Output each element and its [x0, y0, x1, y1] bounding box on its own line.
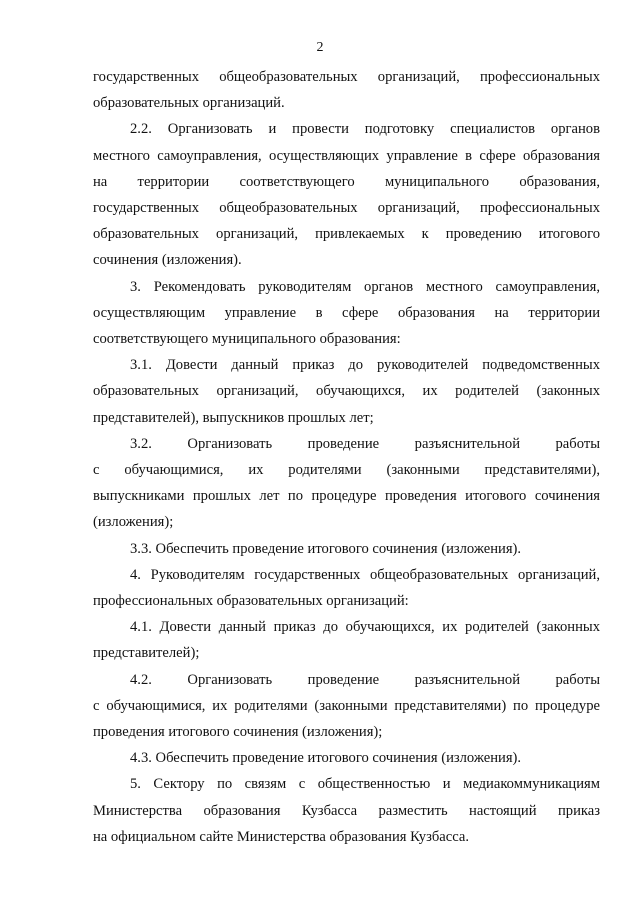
paragraph-3-2 — [93, 431, 600, 536]
text-line: 3.1. Довести данный приказ до руководителей подведомственных — [130, 357, 600, 374]
text-line: выпускниками прошлых лет по процедуре проведения итогового сочинения — [93, 488, 600, 505]
paragraph-2-1-continuation — [93, 64, 600, 116]
text-line: профессиональных образовательных организаций: — [93, 593, 409, 610]
text-line: проведения итогового сочинения (изложения); — [93, 724, 383, 741]
document-body — [93, 64, 600, 850]
text-line: (изложения); — [93, 514, 174, 531]
page-number: 2 — [316, 40, 324, 55]
text-line: государственных общеобразовательных организаций, профессиональных — [93, 69, 600, 85]
text-line: 3.2. Организовать проведение разъяснительной работы — [130, 435, 600, 452]
paragraph-4 — [93, 562, 600, 614]
text-line: осуществляющим управление в сфере образования на территории — [93, 304, 600, 321]
paragraph-4-2 — [93, 667, 600, 746]
text-line: представителей), выпускников прошлых лет; — [93, 409, 374, 426]
text-line: 3. Рекомендовать руководителям органов местного самоуправления, — [130, 278, 600, 295]
paragraph-4-3 — [93, 745, 600, 771]
paragraph-3-3 — [93, 536, 600, 562]
paragraph-3-1 — [93, 352, 600, 431]
text-line: соответствующего муниципального образования: — [93, 331, 401, 348]
text-line: 3.3. Обеспечить проведение итогового сочинения (изложения). — [130, 540, 522, 557]
text-line: 4.2. Организовать проведение разъяснительной работы — [130, 671, 600, 688]
paragraph-2-2 — [93, 116, 600, 273]
text-line: представителей); — [93, 645, 200, 662]
text-line: образовательных организаций, обучающихся, их родителей (законных — [93, 383, 600, 400]
text-line: на территории соответствующего муниципального образования, — [93, 173, 600, 190]
text-line: 2.2. Организовать и провести подготовку специалистов органов — [130, 121, 600, 138]
text-line: образовательных организаций, привлекаемых к проведению итогового — [93, 226, 600, 243]
text-line: государственных общеобразовательных организаций, профессиональных — [93, 200, 600, 217]
text-line: Министерства образования Кузбасса разместить настоящий приказ — [93, 802, 600, 819]
text-line: 5. Сектору по связям с общественностью и медиакоммуникациям — [130, 776, 600, 793]
text-line: 4.1. Довести данный приказ до обучающихся, их родителей (законных — [130, 619, 600, 636]
paragraph-3 — [93, 274, 600, 353]
paragraph-4-1 — [93, 614, 600, 666]
text-line: сочинения (изложения). — [93, 252, 242, 269]
text-line: с обучающимися, их родителями (законными представителями) по процедуре — [93, 697, 600, 714]
text-line: местного самоуправления, осуществляющих управление в сфере образования — [93, 147, 600, 164]
text-line: образовательных организаций. — [93, 95, 285, 112]
paragraph-5 — [93, 771, 600, 850]
text-line: на официальном сайте Министерства образования Кузбасса. — [93, 828, 470, 845]
text-line: с обучающимися, их родителями (законными представителями), — [93, 462, 600, 479]
text-line: 4.3. Обеспечить проведение итогового сочинения (изложения). — [130, 750, 522, 767]
text-line: 4. Руководителям государственных общеобразовательных организаций, — [130, 566, 600, 583]
